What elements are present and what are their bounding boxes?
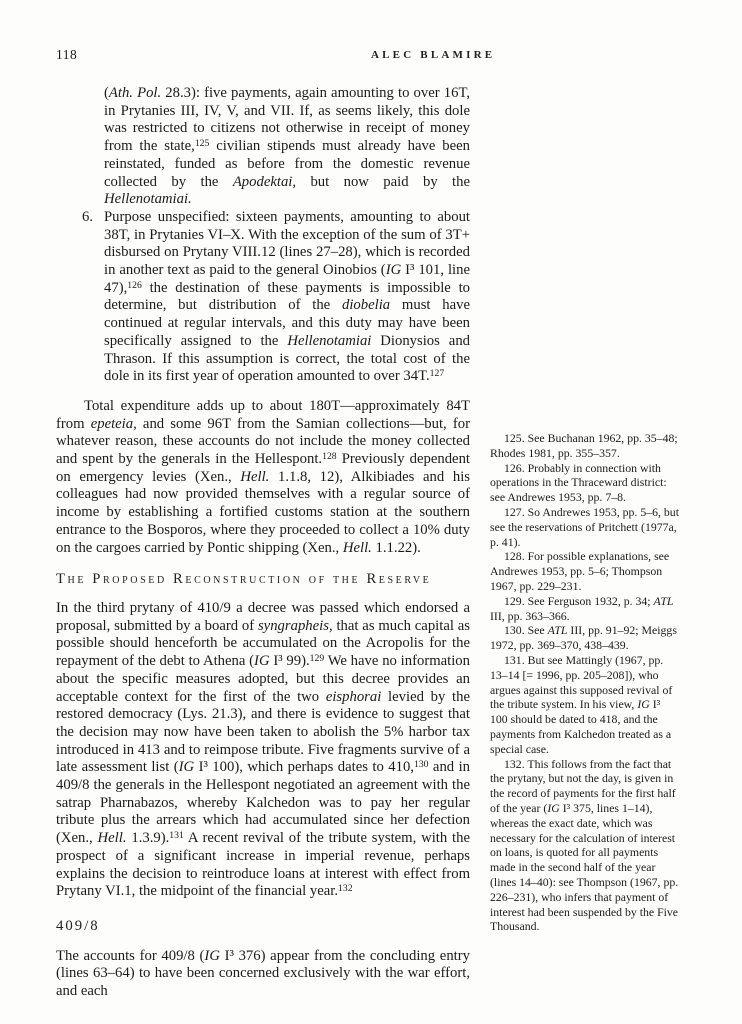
text-segment: A recent revival of the tribute system, with the prospect of a significant increase in imperial revenue, perhaps explains the decision to reintroduce loans at interest with effect from Prytany VI.1, the midpoint of the financial year.	[56, 830, 470, 900]
text-segment: 132. This follows from the fact that the prytany, but not the day, is given in the record of payments for the first half of the year (	[490, 756, 676, 815]
text-segment: 127	[429, 368, 445, 380]
text-segment: civilian stipends must already have been reinstated, funded as before from the domestic revenue collected by the	[104, 138, 470, 190]
text-segment: Hell.	[342, 539, 372, 556]
text-segment: ATL	[653, 593, 674, 608]
footnote-130	[490, 623, 680, 653]
list-item-text	[104, 85, 470, 207]
text-segment: levied by the restored democracy (Lys. 21.3), and there is evidence to suggest that the decision may now have been taken to abolish the 5% harbor tax introduced in 413 and to reimpose tribute. Five fragments survive of a late assessment list (	[56, 688, 470, 776]
footnote-132	[490, 757, 680, 935]
text-segment: IG	[204, 947, 220, 964]
paragraph-total-expenditure	[56, 398, 470, 557]
text-segment: and in 409/8 the generals in the Hellespont negotiated an agreement with the satrap Pharnabazos, whereby Kalchedon was to pay her regular tribute plus the arrears which had accumulated since her defection (Xen.,	[56, 759, 471, 847]
text-segment: Total expenditure adds up to about 180T—approximately 84T from	[56, 397, 470, 432]
text-segment: Ath. Pol.	[108, 85, 162, 101]
text-segment: I³ 100), which perhaps dates to 410,	[194, 759, 414, 776]
text-segment: 129	[309, 653, 325, 665]
text-segment: 125	[194, 138, 210, 150]
text-segment: 128. For possible explanations, see Andrewes 1953, pp. 5–6; Thompson 1967, pp. 229–231.	[490, 549, 670, 593]
text-segment: syngrapheis,	[257, 617, 333, 634]
text-segment: Hellenotamiai	[287, 332, 372, 349]
text-segment: epeteia,	[90, 415, 137, 432]
text-segment: must have continued at regular intervals, and this duty may have been specifically assigned to the	[104, 297, 470, 349]
text-segment: 129. See Ferguson 1932, p. 34;	[504, 593, 654, 608]
text-segment: In the third prytany of 410/9 a decree was passed which endorsed a proposal, submitted by a board of	[56, 599, 470, 634]
text-segment: 126	[127, 279, 142, 291]
subsection-heading-409-8: 409/8	[56, 917, 100, 934]
text-segment: IG	[637, 697, 650, 712]
text-segment: ATL	[547, 623, 568, 638]
text-segment: IG	[547, 800, 560, 815]
paragraph-reconstruction	[56, 600, 470, 901]
text-segment: I³ 101, line 47),	[104, 262, 470, 296]
footnote-125	[490, 431, 680, 461]
running-head-author: ALEC BLAMIRE	[371, 49, 496, 61]
text-segment: I³ 99).	[269, 653, 310, 670]
text-segment: I³ 100 should be dated to 418, and the payments from Kalchedon treated as a special case.	[490, 697, 672, 756]
text-segment: 28.3): five payments, again amounting to over 16T, in Prytanies III, IV, V, and VII. If, as seems likely, this dole was restricted to citizens not otherwise in receipt of money from the state,	[104, 85, 470, 155]
text-segment: Hell.	[97, 830, 127, 847]
text-segment: 125. See Buchanan 1962, pp. 35–48; Rhodes 1981, pp. 355–357.	[490, 431, 678, 460]
text-segment: 126. Probably in connection with operations in the Thraceward district: see Andrewes 1953, pp. 7–8.	[490, 460, 667, 505]
text-segment: I³ 376) appear from the concluding entry (lines 63–64) to have been concerned exclusively with the war effort, and each	[56, 947, 470, 1000]
footnote-126	[490, 461, 680, 505]
footnote-127	[490, 505, 680, 549]
footnote-129	[490, 594, 680, 624]
text-segment: (	[104, 85, 109, 101]
text-segment: 131	[169, 830, 184, 842]
section-heading-proposed-reconstruction: The Proposed Reconstruction of the Reserve	[56, 571, 432, 588]
text-segment: 132	[338, 883, 353, 895]
text-segment: 130	[413, 759, 429, 771]
page-number: 118	[56, 47, 78, 62]
text-segment: but now paid by the	[296, 173, 471, 190]
text-segment: diobelia	[342, 297, 391, 314]
text-segment: eisphorai	[325, 688, 382, 705]
paragraph-accounts-409-8	[56, 948, 470, 1001]
text-segment: Hell.	[240, 468, 270, 485]
text-segment: III, pp. 363–366.	[490, 608, 570, 623]
list-item-number: 6.	[82, 208, 94, 225]
footnote-131	[490, 653, 680, 757]
footnotes-column	[490, 431, 680, 934]
text-segment: III, pp. 91–92; Meiggs 1972, pp. 369–370, 438–439.	[490, 623, 677, 653]
list-item-5-continuation	[56, 85, 470, 209]
main-text-column	[56, 85, 470, 1001]
text-segment: 131. But see Mattingly (1967, pp. 13–14 [= 1996, pp. 205–208]), who argues against this supposed revival of the tribute system. In his view,	[490, 652, 673, 712]
text-segment: 1.1.22).	[371, 539, 421, 556]
list-item-text	[104, 209, 470, 384]
text-segment: 128	[322, 451, 337, 462]
text-segment: Purpose unspecified: sixteen payments, amounting to about 38T, in Prytanies VI–X. With the exception of the sum of 3T+ disbursed on Prytany VIII.12 (lines 27–28), which is recorded in another text as paid to the general Oinobios (	[104, 208, 470, 279]
text-segment: the destination of these payments is impossible to determine, but distribution of the	[104, 279, 470, 314]
text-segment: IG	[385, 262, 402, 279]
text-segment: that as much capital as possible should henceforth be accumulated on the Acropolis for the repayment of the debt to Athena (	[56, 617, 470, 670]
footnote-128	[490, 549, 680, 593]
text-segment: Hellenotamiai.	[104, 191, 192, 208]
text-segment: Dionysios and Thrason. If this assumption is correct, the total cost of the dole in its first year of operation amounted to over 34T.	[104, 332, 470, 385]
text-segment: IG	[178, 759, 195, 776]
text-segment: 130. See	[504, 623, 548, 638]
text-segment: 1.3.9).	[126, 830, 170, 847]
text-segment: IG	[254, 653, 270, 670]
text-segment: 1.1.8, 12), Alkibiades and his colleagues had now provided themselves with a regular source of income by establishing a fortified customs station at the southern entrance to the Bosporos, where they proceeded to collect a 10% duty on the cargoes carried by Pontic shipping (Xen.,	[56, 468, 471, 556]
text-segment: and some 96T from the Samian collections—but, for whatever reason, these accounts do not include the money collected and spent by the generals in the Hellespont.	[56, 415, 470, 468]
text-segment: The accounts for 409/8 (	[56, 947, 205, 964]
text-segment: Previously dependent on emergency levies (Xen.,	[56, 451, 470, 485]
text-segment: Apodektai,	[232, 173, 297, 190]
text-segment: I³ 375, lines 1–14), whereas the exact date, which was necessary for the calculation of interest on loans, is quoted for all payments made in the second half of the year (lines 14–40): see Thompson (1967, pp. 226–231), who infers that payment of interest had been suspended by the Five Thousand.	[490, 800, 679, 934]
text-segment: 127. So Andrewes 1953, pp. 5–6, but see the reservations of Pritchett (1977a, p. 41).	[490, 504, 679, 549]
text-segment: We have no information about the specific measures adopted, but this decree provides an acceptable context for the first of the two	[56, 653, 470, 705]
list-item-6	[56, 209, 470, 386]
